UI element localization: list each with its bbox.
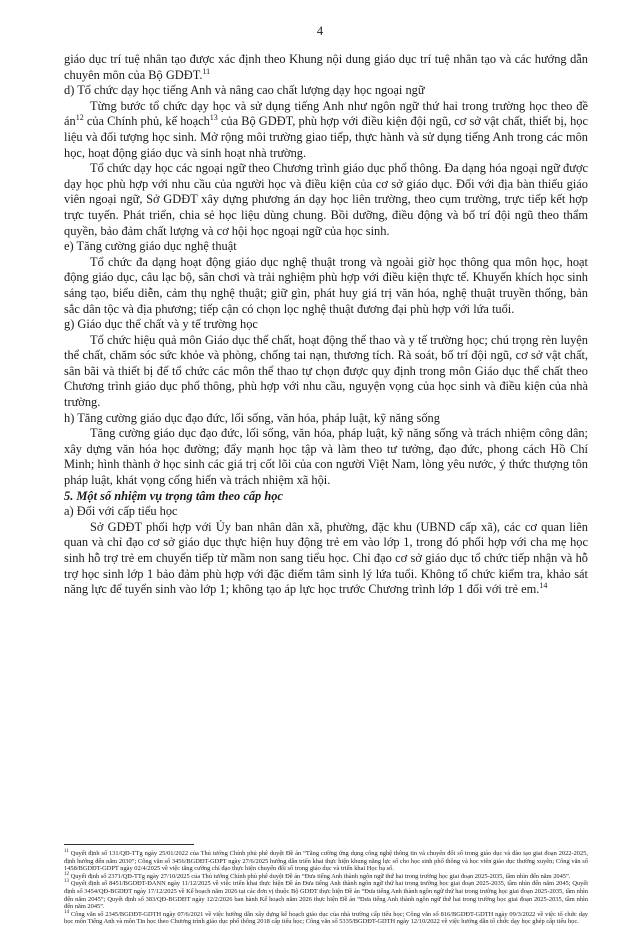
footnote-separator — [64, 844, 194, 845]
footnote-ref: 12 — [75, 113, 84, 123]
footnote-ref: 14 — [539, 581, 548, 591]
footnote-ref: 11 — [64, 848, 69, 854]
paragraph — [64, 52, 588, 83]
paragraph-text: của Bộ GDĐT, phù hợp với điều kiện đội ngũ, cơ sở vật chất, thiết bị, học liệu và đối tượng học sinh. Mở rộng môi trường giao tiếp, thực hành và sử dụng tiếng Anh trong các môn học, hoạt động giáo dục và sinh hoạt nhà trường. — [64, 114, 588, 160]
footnote — [64, 880, 588, 910]
subsection-heading — [64, 317, 588, 333]
footnote-text: Quyết định số 2371/QĐ-TTg ngày 27/10/2025 của Thủ tướng Chính phủ phê duyệt Đề án “Đưa tiếng Anh thành ngôn ngữ thứ hai trong trường học giai đoạn 2025-2035, tầm nhìn đến năm 2045”. — [69, 872, 571, 880]
subsection-heading — [64, 83, 588, 99]
paragraph-text: Tổ chức dạy học các ngoại ngữ theo Chương trình giáo dục phổ thông. Đa dạng hóa ngoại ngữ được dạy học phù hợp với nhu cầu của người học và điều kiện của cơ sở giáo dục. Đối với địa bàn thiếu giáo viên ngoại ngữ, Sở GDĐT xây dựng phương án dạy học liên trường, theo cụm trường, trực tiếp kết hợp trực tuyến. Phát triển, chia sẻ học liệu dùng chung. Bồi dưỡng, điều động và bố trí đội ngũ theo thẩm quyền, bảo đảm chất lượng và cơ hội học ngoại ngữ của học sinh. — [64, 161, 588, 238]
subsection-heading — [64, 239, 588, 255]
footnote-ref: 13 — [64, 879, 69, 885]
paragraph-text: a) Đối với cấp tiểu học — [64, 504, 178, 519]
paragraph-text: Tổ chức hiệu quả môn Giáo dục thể chất, hoạt động thể thao và y tế trường học; chú trọng rèn luyện thể chất, chăm sóc sức khỏe và phòng, chống tai nạn, thương tích. Rà soát, bố trí đội ngũ, cơ sở vật chất, sân bãi và thiết bị để tổ chức các môn thể thao tự chọn được quy định trong môn Giáo dục thể chất theo Chương trình giáo dục phổ thông, phù hợp với nhu cầu, nguyện vọng của học sinh và điều kiện của nhà trường. — [64, 332, 588, 410]
paragraph-text: h) Tăng cường giáo dục đạo đức, lối sống, văn hóa, pháp luật, kỹ năng sống — [64, 410, 440, 425]
footnote-ref: 13 — [209, 113, 218, 123]
footnote-text: Quyết định số 8451/BGDĐT-ĐANN ngày 11/12/2025 về việc triển khai thực hiện Đề án Đưa tiếng Anh thành ngôn ngữ thứ hai trong trường học giai đoạn 2025-2035, tầm nhìn đến năm 2045; Quyết định số 3454/QĐ-BGDĐT ngày 17/12/2025 về Kế hoạch năm 2026 tại các đơn vị thuộc Bộ GDĐT thực hiện Đề án “Đưa tiếng Anh thành ngôn ngữ thứ hai trong trường học giai đoạn 2025-2035, tầm nhìn đến năm 2045”; Quyết định số 383/QĐ-BGDĐT ngày 12/2/2026 ban hành Kế hoạch năm 2026 thực hiện Đề án “Đưa tiếng Anh thành ngôn ngữ thứ hai trong trường học giai đoạn 2025-2035, tầm nhìn đến năm 2045”. — [64, 880, 588, 911]
paragraph — [64, 161, 588, 239]
footnote — [64, 850, 588, 873]
paragraph-text: của Chính phủ, kế hoạch — [83, 114, 210, 129]
body-text — [64, 52, 588, 598]
paragraph — [64, 333, 588, 411]
footnotes — [64, 850, 588, 926]
footnote — [64, 911, 588, 926]
paragraph-text: e) Tăng cường giáo dục nghệ thuật — [64, 239, 237, 254]
paragraph — [64, 520, 588, 598]
footnote-ref: 11 — [202, 66, 211, 76]
footnote-text: Quyết định số 131/QĐ-TTg ngày 25/01/2022 của Thủ tướng Chính phủ phê duyệt Đề án “Tăng cường ứng dụng công nghệ thông tin và chuyển đổi số trong giáo dục và đào tạo giai đoạn 2022-2025, định hướng đến năm 2030”; Công văn số 3456/BGDĐT-GDPT ngày 27/6/2025 hướng dẫn triển khai thực hiện khung năng lực số cho học sinh phổ thông và học viên giáo dục thường xuyên; Công văn số 1458/BGDĐT-GDPT ngày 02/4/2025 về việc tăng cường chỉ đạo thực hiện chuyển đổi số trong giáo dục và triển khai Học bạ số. — [64, 850, 588, 873]
footnote-ref: 12 — [64, 871, 69, 877]
paragraph-text: Sở GDĐT phối hợp với Ủy ban nhân dân xã, phường, đặc khu (UBND cấp xã), các cơ quan liên quan và chỉ đạo cơ sở giáo dục thực hiện huy động trẻ em vào lớp 1, trong đó phối hợp với cha mẹ học sinh hỗ trợ trẻ em chuyển tiếp từ mầm non sang tiểu học. Chỉ đạo cơ sở giáo dục tổ chức tiếp nhận và hỗ trợ học sinh lớp 1 bảo đảm phù hợp với đặc điểm tâm sinh lý lứa tuổi. Không tổ chức kiểm tra, khảo sát năng lực để tuyển sinh vào lớp 1; không tạo áp lực học trước Chương trình lớp 1 đối với trẻ em. — [64, 519, 588, 597]
footnote-text: Công văn số 2345/BGDĐT-GDTH ngày 07/6/2021 về việc hướng dẫn xây dựng kế hoạch giáo dục của nhà trường cấp tiểu học; Công văn số 816/BGDĐT-GDTH ngày 09/3/2022 về việc tổ chức dạy học môn Tiếng Anh và môn Tin học theo Chương trình giáo dục phổ thông 2018 cấp tiểu học; Công văn số 5335/BGDĐT-GDTH ngày 12/10/2022 về việc hướng dẫn tổ chức dạy học ghép cấp tiểu học. — [64, 910, 588, 926]
paragraph — [64, 99, 588, 161]
paragraph-text: Từng bước tổ chức dạy học và sử dụng tiếng Anh như ngôn ngữ thứ hai trong trường học theo đề án — [64, 98, 588, 129]
footnote-ref: 14 — [64, 909, 69, 915]
paragraph-text: giáo dục trí tuệ nhân tạo được xác định theo Khung nội dung giáo dục trí tuệ nhân tạo và các hướng dẫn chuyên môn của Bộ GDĐT. — [64, 52, 588, 82]
subsection-heading — [64, 411, 588, 427]
paragraph-text: 5. Một số nhiệm vụ trọng tâm theo cấp học — [64, 488, 283, 503]
paragraph — [64, 426, 588, 488]
subsection-heading — [64, 504, 588, 520]
paragraph-text: Tăng cường giáo dục đạo đức, lối sống, văn hóa, pháp luật, kỹ năng sống và trách nhiệm công dân; xây dựng văn hóa học đường; đẩy mạnh học tập và làm theo tư tưởng, đạo đức, phong cách Hồ Chí Minh; hình thành ở học sinh các giá trị cốt lõi của con người Việt Nam, lòng yêu nước, ý thức thượng tôn pháp luật, khát vọng cống hiến và trách nhiệm xã hội. — [64, 426, 588, 488]
paragraph-text: g) Giáo dục thể chất và y tế trường học — [64, 317, 258, 332]
paragraph — [64, 255, 588, 317]
paragraph-text: Tổ chức đa dạng hoạt động giáo dục nghệ thuật trong và ngoài giờ học thông qua môn học, hoạt động giáo dục, câu lạc bộ, sân chơi và trải nghiệm phù hợp với điều kiện thực tế. Khuyến khích học sinh sáng tạo, biểu diễn, cảm thụ nghệ thuật; giữ gìn, phát huy giá trị văn hóa, nghệ thuật truyền thống, bản sắc dân tộc và địa phương; tiếp cận có chọn lọc nghệ thuật đương đại phù hợp với lứa tuổi. — [64, 254, 588, 316]
page-number: 4 — [316, 24, 324, 38]
section-heading — [64, 489, 588, 505]
paragraph-text: d) Tổ chức dạy học tiếng Anh và nâng cao chất lượng dạy học ngoại ngữ — [64, 83, 425, 98]
